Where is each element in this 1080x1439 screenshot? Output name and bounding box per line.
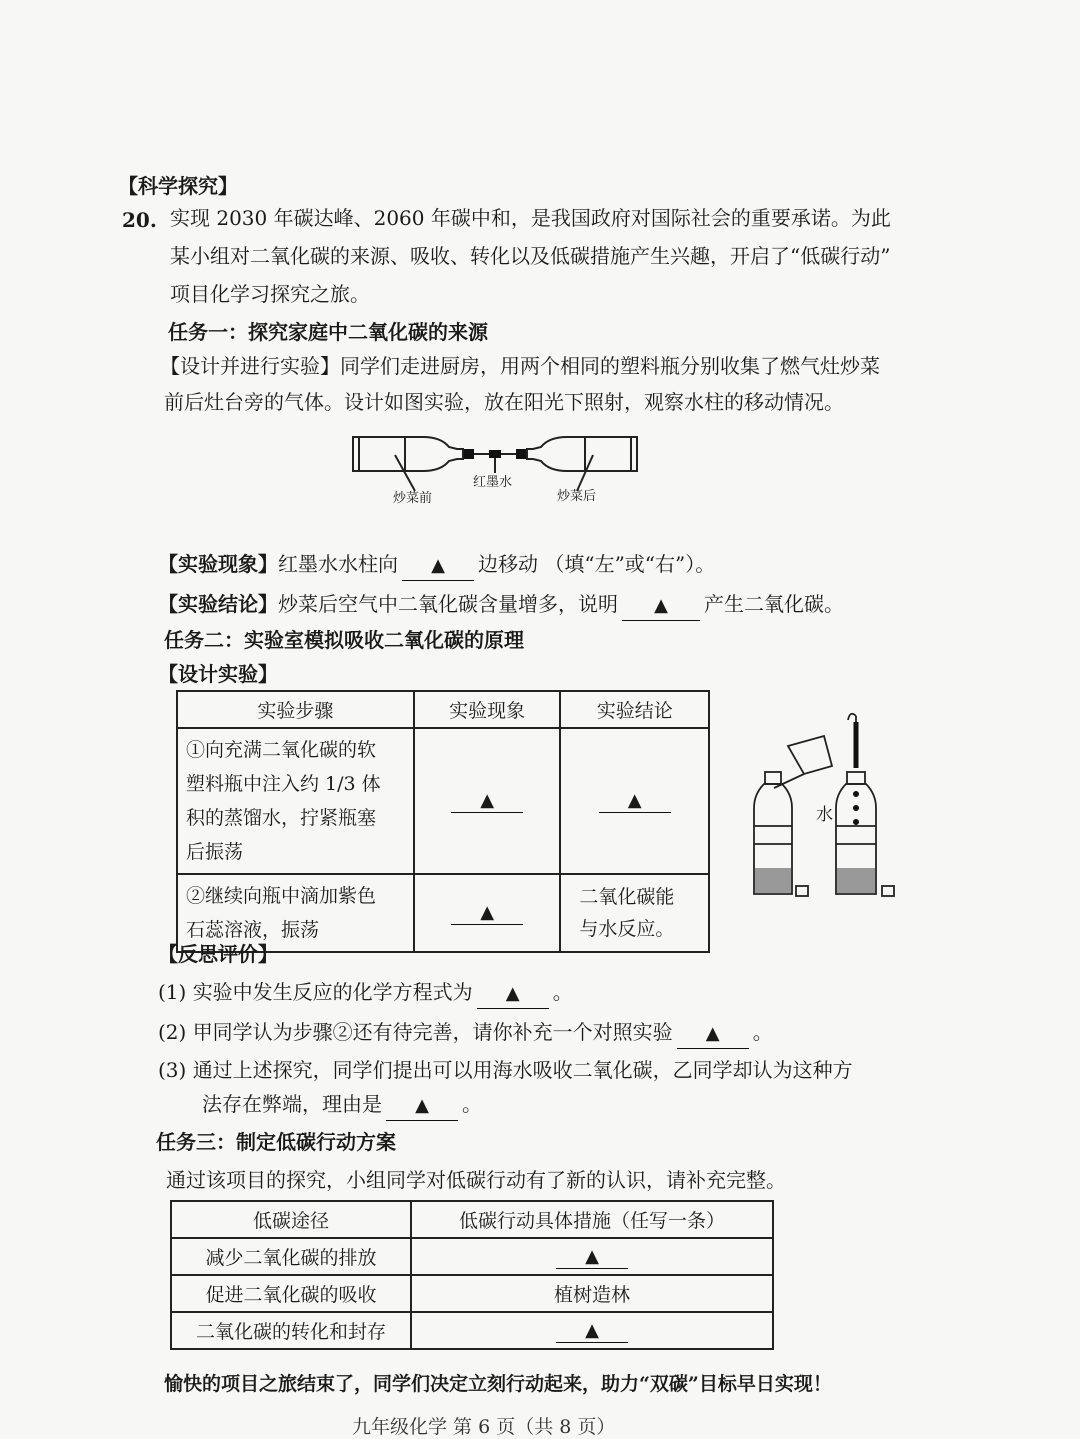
bottles-figure <box>345 425 645 520</box>
lc-path-3: 二氧化碳的转化和封存 <box>171 1312 411 1349</box>
conclusion-text-b: 产生二氧化碳。 <box>704 592 844 616</box>
figure-label-after: 炒菜后 <box>557 489 597 504</box>
lc-measure-3[interactable]: ▲ <box>411 1312 773 1349</box>
question-number: 20. <box>122 208 157 232</box>
phenomenon-blank[interactable]: ▲ <box>402 550 474 581</box>
reflection-q3-line-2: 法存在弊端，理由是 ▲ 。 <box>202 1090 482 1121</box>
phenomenon-text-b: 边移动 （填“左”或“右”）。 <box>478 552 716 576</box>
conclusion-text-a: 炒菜后空气中二氧化碳含量增多，说明 <box>278 592 618 616</box>
step-1-cell: ①向充满二氧化碳的软 塑料瓶中注入约 1/3 体 积的蒸馏水，拧紧瓶塞 后振荡 <box>177 728 414 874</box>
lc-header-measure: 低碳行动具体措施（任写一条） <box>411 1201 773 1238</box>
low-carbon-table <box>170 1200 774 1350</box>
figure-label-before: 炒菜前 <box>393 491 433 506</box>
task1-design-line-2: 前后灶台旁的气体。设计如图实验，放在阳光下照射，观察水柱的移动情况。 <box>164 390 844 414</box>
step-2-conclusion-cell: 二氧化碳能 与水反应。 <box>560 874 709 952</box>
reflection-q2: (2) 甲同学认为步骤②还有待完善，请你补充一个对照实验 ▲ 。 <box>158 1018 773 1049</box>
step-2-phenomenon-cell[interactable]: ▲ <box>414 874 561 952</box>
water-label: 水 <box>816 805 833 825</box>
intro-line-3: 项目化学习探究之旅。 <box>170 282 370 306</box>
table-row <box>171 1238 773 1275</box>
table-header-conclusion: 实验结论 <box>560 691 709 728</box>
task1-design-line-1 <box>160 352 880 380</box>
task1-design-label: 【设计并进行实验】 <box>160 354 340 378</box>
conclusion-label: 【实验结论】 <box>158 592 278 616</box>
reflection-q3-line-1: (3) 通过上述探究，同学们提出可以用海水吸收二氧化碳，乙同学却认为这种方 <box>158 1058 853 1082</box>
lc-path-1: 减少二氧化碳的排放 <box>171 1238 411 1275</box>
closing-text: 愉快的项目之旅结束了，同学们决定立刻行动起来，助力“双碳”目标早日实现！ <box>164 1373 832 1395</box>
phenomenon-text-a: 红墨水水柱向 <box>278 552 398 576</box>
task2-design-label: 【设计实验】 <box>158 662 278 686</box>
q3-blank[interactable]: ▲ <box>386 1090 458 1121</box>
table-row <box>177 728 709 874</box>
lc-measure-1[interactable]: ▲ <box>411 1238 773 1275</box>
reflection-q1: (1) 实验中发生反应的化学方程式为 ▲ 。 <box>158 978 573 1009</box>
task1-title: 任务一：探究家庭中二氧化碳的来源 <box>168 320 488 344</box>
q1-blank[interactable]: ▲ <box>477 978 549 1009</box>
experiment-table <box>176 690 710 953</box>
intro-line-2: 某小组对二氧化碳的来源、吸收、转化以及低碳措施产生兴趣，开启了“低碳行动” <box>170 244 891 268</box>
task2-title: 任务二：实验室模拟吸收二氧化碳的原理 <box>164 628 524 652</box>
table-header-phenomenon: 实验现象 <box>414 691 561 728</box>
step-1-conclusion-cell[interactable]: ▲ <box>560 728 709 874</box>
step-1-phenomenon-cell[interactable]: ▲ <box>414 728 561 874</box>
table-header-step: 实验步骤 <box>177 691 414 728</box>
reflection-label: 【反思评价】 <box>158 942 278 966</box>
q2-blank[interactable]: ▲ <box>677 1018 749 1049</box>
task3-intro: 通过该项目的探究，小组同学对低碳行动有了新的认识，请补充完整。 <box>166 1168 786 1192</box>
page-footer: 九年级化学 第 6 页（共 8 页） <box>352 1416 616 1438</box>
task3-title: 任务三：制定低碳行动方案 <box>156 1130 396 1154</box>
step-2-cell: ②继续向瓶中滴加紫色 石蕊溶液，振荡 <box>177 874 414 952</box>
table-row <box>171 1275 773 1312</box>
task1-phenomenon <box>158 550 715 581</box>
bottle-water-figure <box>744 708 904 904</box>
section-header: 【科学探究】 <box>118 174 238 198</box>
lc-path-2: 促进二氧化碳的吸收 <box>171 1275 411 1312</box>
task1-design-text: 同学们走进厨房，用两个相同的塑料瓶分别收集了燃气灶炒菜 <box>340 354 880 378</box>
task1-conclusion <box>158 590 844 621</box>
lc-header-path: 低碳途径 <box>171 1201 411 1238</box>
lc-measure-2: 植树造林 <box>411 1275 773 1312</box>
phenomenon-label: 【实验现象】 <box>158 552 278 576</box>
table-row <box>171 1312 773 1349</box>
figure-label-ink: 红墨水 <box>473 475 513 490</box>
conclusion-blank[interactable]: ▲ <box>622 590 700 621</box>
intro-line-1: 实现 2030 年碳达峰、2060 年碳中和，是我国政府对国际社会的重要承诺。为此 <box>170 206 891 230</box>
